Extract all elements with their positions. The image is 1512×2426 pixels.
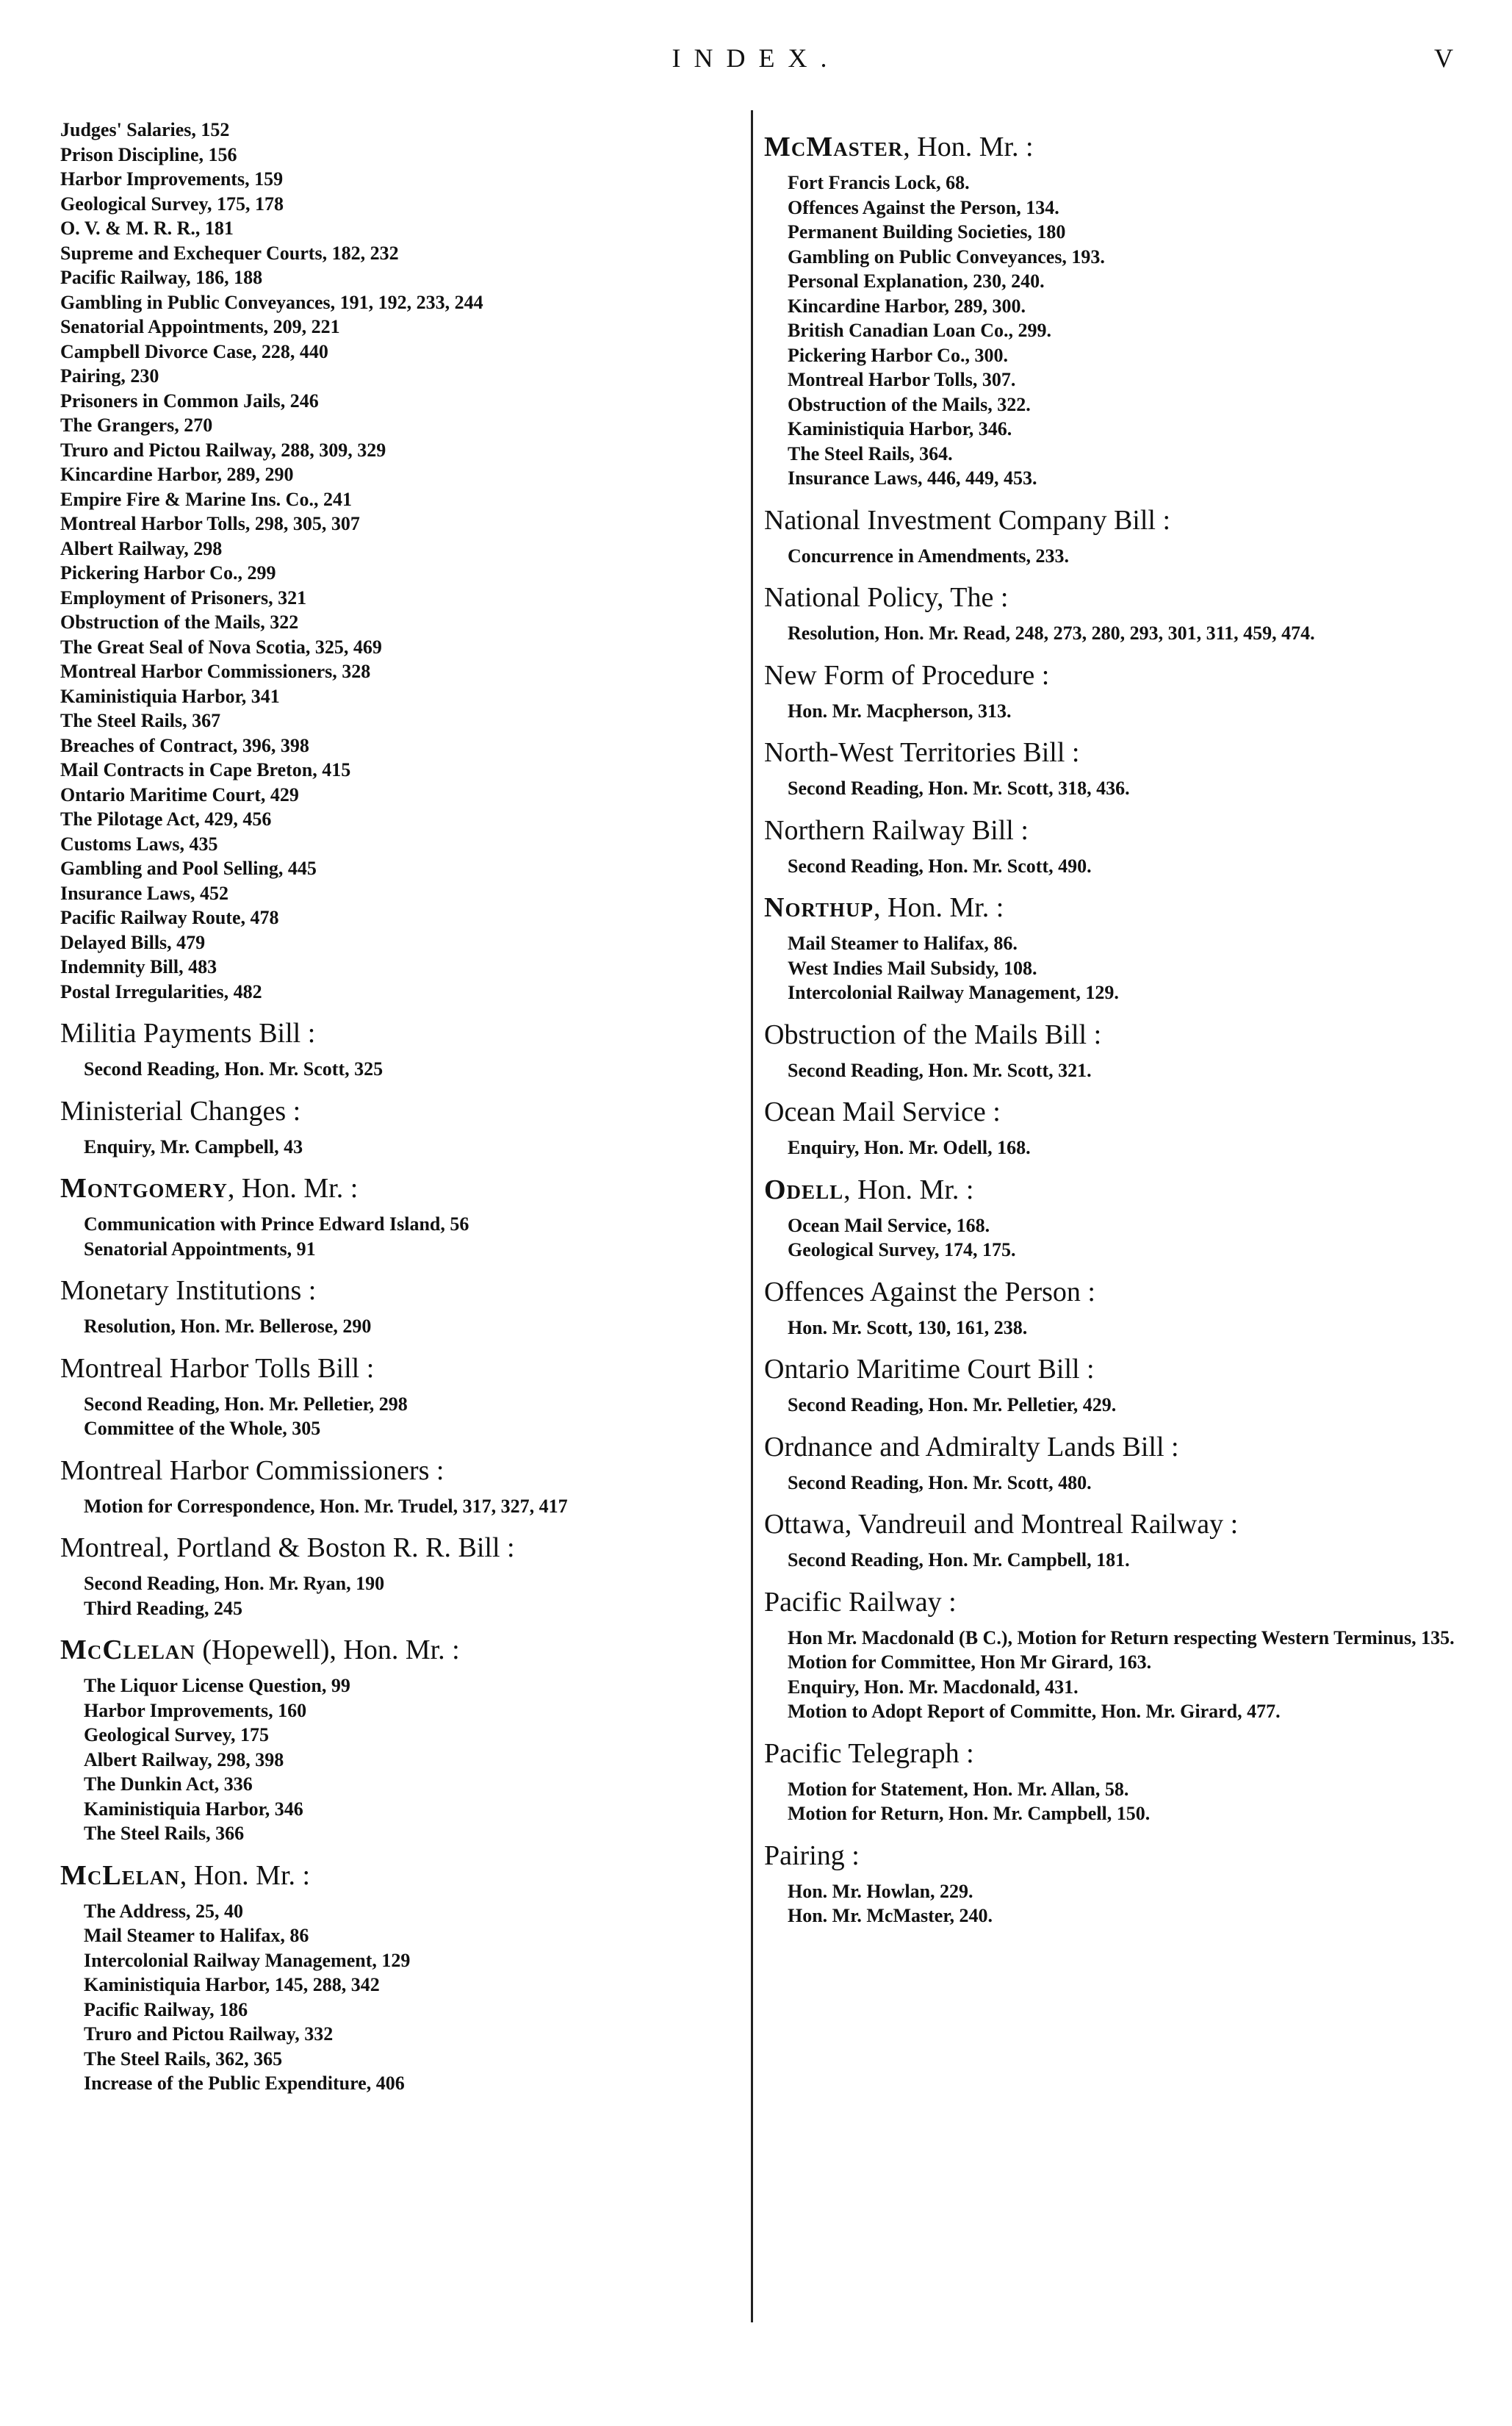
index-section [60, 1169, 736, 1261]
heading-text: (Hopewell), Hon. Mr. : [195, 1634, 460, 1665]
section-heading [60, 1529, 736, 1567]
index-entry: Committee of the Whole, 305 [84, 1418, 321, 1439]
index-entry: British Canadian Loan Co., 299. [788, 320, 1052, 341]
index-entry: Second Reading, Hon. Mr. Scott, 490. [788, 855, 1092, 877]
right-section-list [764, 128, 1469, 1928]
index-entry: Communication with Prince Edward Island, 56 [84, 1213, 469, 1235]
index-entry: Gambling in Public Conveyances, 191, 192, 233, 244 [60, 291, 483, 313]
heading-text: Ministerial Changes : [60, 1095, 301, 1127]
section-heading [764, 1016, 1469, 1054]
section-items [84, 1057, 736, 1082]
section-items [788, 1471, 1469, 1496]
section-items [788, 1879, 1469, 1928]
index-section [764, 501, 1469, 569]
heading-text: North-West Territories Bill : [764, 737, 1080, 768]
index-section [764, 1734, 1469, 1826]
index-entry: Intercolonial Railway Management, 129. [788, 982, 1119, 1003]
heading-text: Montreal, Portland & Boston R. R. Bill : [60, 1532, 515, 1563]
index-entry: Truro and Pictou Railway, 288, 309, 329 [60, 439, 386, 461]
section-heading [764, 1093, 1469, 1131]
index-entry: O. V. & M. R. R., 181 [60, 218, 234, 239]
index-entry: Permanent Building Societies, 180 [788, 221, 1066, 243]
index-entry: Postal Irregularities, 482 [60, 980, 262, 1002]
heading-text: Militia Payments Bill : [60, 1018, 316, 1049]
index-entry: Motion for Committee, Hon Mr Girard, 163. [788, 1651, 1152, 1673]
index-section [60, 1271, 736, 1339]
index-entry: Hon. Mr. Scott, 130, 161, 238. [788, 1316, 1028, 1338]
index-entry: Empire Fire & Marine Ins. Co., 241 [60, 488, 352, 510]
section-items [788, 1316, 1469, 1341]
section-heading [60, 1092, 736, 1130]
section-heading [60, 1014, 736, 1052]
index-entry: Enquiry, Hon. Mr. Odell, 168. [788, 1137, 1031, 1158]
heading-name: Odell [764, 1174, 844, 1205]
index-entry: Geological Survey, 174, 175. [788, 1239, 1016, 1260]
index-entry: Intercolonial Railway Management, 129 [84, 1949, 411, 1971]
section-heading [764, 501, 1469, 539]
section-heading [764, 1428, 1469, 1466]
index-entry: Senatorial Appointments, 91 [84, 1238, 316, 1260]
section-items [788, 854, 1469, 879]
section-heading [764, 811, 1469, 850]
section-heading [764, 1505, 1469, 1543]
heading-text: , Hon. Mr. : [227, 1173, 359, 1204]
heading-name: McClelan [60, 1634, 195, 1665]
index-entry: The Steel Rails, 367 [60, 710, 221, 731]
index-entry: Employment of Prisoners, 321 [60, 586, 307, 609]
heading-text: National Policy, The : [764, 582, 1009, 613]
index-entry: Second Reading, Hon. Mr. Scott, 480. [788, 1471, 1092, 1493]
index-entry: Kaministiquia Harbor, 145, 288, 342 [84, 1974, 380, 1995]
page-number: V [1434, 43, 1453, 73]
index-entry: Breaches of Contract, 396, 398 [60, 734, 309, 756]
heading-name: Montgomery [60, 1173, 228, 1204]
index-section [764, 656, 1469, 724]
section-items [788, 931, 1469, 1005]
heading-text: Northern Railway Bill : [764, 814, 1029, 846]
section-items [788, 171, 1469, 491]
index-entry: Montreal Harbor Commissioners, 328 [60, 661, 371, 682]
index-entry: Mail Contracts in Cape Breton, 415 [60, 759, 351, 780]
left-column [60, 118, 736, 2096]
index-entry: The Steel Rails, 362, 365 [84, 2048, 283, 2070]
section-heading [60, 1451, 736, 1490]
section-heading [60, 1349, 736, 1388]
index-section [60, 1451, 736, 1519]
index-entry: Hon. Mr. Howlan, 229. [788, 1880, 973, 1902]
index-entry: Campbell Divorce Case, 228, 440 [60, 340, 328, 362]
heading-text: Pacific Telegraph : [764, 1737, 974, 1769]
index-entry: Geological Survey, 175 [84, 1724, 270, 1745]
heading-text: , Hon. Mr. : [903, 132, 1034, 162]
section-heading [764, 733, 1469, 772]
section-heading [764, 656, 1469, 695]
heading-text: , Hon. Mr. : [843, 1174, 974, 1205]
section-heading [60, 1271, 736, 1310]
section-items [84, 1392, 736, 1441]
index-entry: Kincardine Harbor, 289, 290 [60, 464, 294, 485]
section-heading [60, 1856, 736, 1895]
section-items [788, 1393, 1469, 1418]
section-heading [764, 1171, 1469, 1209]
section-items [84, 1135, 736, 1160]
index-entry: Hon Mr. Macdonald (B C.), Motion for Return respecting Western Terminus, 135. [788, 1626, 1455, 1648]
heading-text: Montreal Harbor Commissioners : [60, 1454, 444, 1486]
section-items [788, 1135, 1469, 1160]
index-entry: West Indies Mail Subsidy, 108. [788, 957, 1037, 979]
index-entry: Kaministiquia Harbor, 346 [84, 1798, 303, 1820]
left-entry-list [60, 118, 736, 1004]
index-entry: Ontario Maritime Court, 429 [60, 783, 299, 805]
index-section [60, 1014, 736, 1082]
index-entry: Albert Railway, 298 [60, 537, 223, 559]
index-entry: Geological Survey, 175, 178 [60, 193, 284, 215]
index-entry: Hon. Mr. McMaster, 240. [788, 1905, 993, 1926]
index-entry: Kincardine Harbor, 289, 300. [788, 295, 1026, 317]
heading-text: New Form of Procedure : [764, 659, 1050, 691]
index-entry: Prison Discipline, 156 [60, 143, 237, 165]
index-entry: Montreal Harbor Tolls, 307. [788, 369, 1016, 390]
index-entry: Insurance Laws, 446, 449, 453. [788, 467, 1037, 489]
index-entry: Pacific Railway, 186 [84, 1998, 248, 2020]
section-heading [60, 1169, 736, 1207]
column-divider [751, 110, 753, 2322]
index-entry: Kaministiquia Harbor, 341 [60, 685, 280, 707]
index-entry: Kaministiquia Harbor, 346. [788, 418, 1012, 439]
index-entry: Harbor Improvements, 160 [84, 1699, 307, 1721]
index-entry: The Steel Rails, 364. [788, 442, 953, 464]
section-items [84, 1314, 736, 1339]
section-items [84, 1673, 736, 1846]
index-entry: Harbor Improvements, 159 [60, 168, 284, 190]
section-heading [764, 578, 1469, 617]
left-section-list [60, 1014, 736, 2096]
index-entry: Hon. Mr. Macpherson, 313. [788, 700, 1012, 722]
index-section [764, 1093, 1469, 1160]
index-entry: Fort Francis Lock, 68. [788, 172, 970, 193]
index-section [60, 1631, 736, 1846]
index-section [764, 1505, 1469, 1573]
index-entry: Judges' Salaries, 152 [60, 119, 230, 140]
section-items [788, 621, 1469, 646]
index-entry: Second Reading, Hon. Mr. Scott, 321. [788, 1059, 1092, 1081]
heading-text: Pairing : [764, 1840, 860, 1871]
section-items [84, 1899, 736, 2096]
section-items [788, 1548, 1469, 1573]
index-section [60, 1856, 736, 2096]
index-entry: Obstruction of the Mails, 322 [60, 611, 299, 633]
index-entry: Second Reading, Hon. Mr. Scott, 325 [84, 1058, 384, 1080]
section-items [84, 1494, 736, 1519]
index-entry: Ocean Mail Service, 168. [788, 1214, 990, 1236]
heading-name: McLelan [60, 1859, 180, 1891]
index-entry: Motion for Return, Hon. Mr. Campbell, 150. [788, 1803, 1151, 1824]
index-entry: Delayed Bills, 479 [60, 931, 206, 953]
index-section [764, 128, 1469, 491]
index-entry: Pickering Harbor Co., 299 [60, 562, 276, 584]
section-items [788, 1058, 1469, 1083]
page-header [0, 43, 1512, 87]
section-heading [764, 1583, 1469, 1621]
heading-text: Monetary Institutions : [60, 1275, 317, 1306]
heading-text: Obstruction of the Mails Bill : [764, 1019, 1102, 1050]
index-entry: Mail Steamer to Halifax, 86. [788, 933, 1018, 954]
section-heading [764, 1734, 1469, 1773]
index-entry: Pacific Railway, 186, 188 [60, 267, 263, 288]
section-items [788, 776, 1469, 801]
section-items [788, 1777, 1469, 1826]
index-entry: Second Reading, Hon. Mr. Pelletier, 298 [84, 1393, 408, 1415]
index-entry: Offences Against the Person, 134. [788, 196, 1059, 218]
index-entry: The Grangers, 270 [60, 414, 213, 436]
index-entry: Truro and Pictou Railway, 332 [84, 2023, 334, 2045]
index-entry: Motion for Correspondence, Hon. Mr. Trudel, 317, 327, 417 [84, 1495, 568, 1517]
index-entry: Obstruction of the Mails, 322. [788, 393, 1031, 415]
index-entry: Second Reading, Hon. Mr. Pelletier, 429. [788, 1394, 1117, 1415]
heading-text: Offences Against the Person : [764, 1276, 1095, 1307]
index-entry: Pacific Railway Route, 478 [60, 907, 279, 928]
index-section [60, 1349, 736, 1441]
heading-name: Northup [764, 892, 874, 923]
section-items [788, 1213, 1469, 1263]
index-entry: Enquiry, Hon. Mr. Macdonald, 431. [788, 1676, 1079, 1698]
index-entry: Third Reading, 245 [84, 1597, 242, 1619]
index-entry: Increase of the Public Expenditure, 406 [84, 2072, 405, 2094]
section-items [788, 699, 1469, 724]
index-section [764, 811, 1469, 879]
index-section [764, 1428, 1469, 1496]
heading-text: Ottawa, Vandreuil and Montreal Railway : [764, 1509, 1239, 1540]
section-items [84, 1212, 736, 1261]
section-heading [764, 1273, 1469, 1311]
section-items [788, 544, 1469, 569]
index-entry: The Great Seal of Nova Scotia, 325, 469 [60, 636, 382, 658]
index-section [60, 1529, 736, 1621]
index-entry: Albert Railway, 298, 398 [84, 1748, 284, 1770]
index-section [764, 889, 1469, 1005]
index-entry: Supreme and Exchequer Courts, 182, 232 [60, 242, 399, 264]
index-entry: Enquiry, Mr. Campbell, 43 [84, 1135, 303, 1158]
index-entry: Indemnity Bill, 483 [60, 956, 217, 977]
section-items [84, 1571, 736, 1621]
index-entry: The Liquor License Question, 99 [84, 1675, 350, 1696]
index-section [764, 1837, 1469, 1928]
index-entry: The Address, 25, 40 [84, 1900, 243, 1922]
index-entry: Second Reading, Hon. Mr. Campbell, 181. [788, 1549, 1130, 1571]
section-heading [764, 1350, 1469, 1388]
heading-text: National Investment Company Bill : [764, 504, 1171, 536]
heading-text: , Hon. Mr. : [179, 1859, 311, 1891]
heading-text: Montreal Harbor Tolls Bill : [60, 1352, 375, 1384]
index-section [60, 1092, 736, 1160]
heading-text: Ontario Maritime Court Bill : [764, 1354, 1095, 1385]
index-entry: Montreal Harbor Tolls, 298, 305, 307 [60, 513, 360, 534]
heading-text: Ocean Mail Service : [764, 1097, 1001, 1127]
index-entry: Gambling and Pool Selling, 445 [60, 858, 317, 879]
index-entry: Prisoners in Common Jails, 246 [60, 390, 319, 412]
index-entry: Second Reading, Hon. Mr. Ryan, 190 [84, 1573, 385, 1594]
index-entry: Motion for Statement, Hon. Mr. Allan, 58. [788, 1778, 1129, 1800]
heading-text: Pacific Railway : [764, 1586, 957, 1618]
index-entry: Resolution, Hon. Mr. Read, 248, 273, 280, 293, 301, 311, 459, 474. [788, 622, 1315, 644]
index-section [764, 1273, 1469, 1341]
index-section [764, 1583, 1469, 1724]
index-entry: Motion to Adopt Report of Committe, Hon. Mr. Girard, 477. [788, 1701, 1281, 1722]
index-entry: Pairing, 230 [60, 365, 159, 387]
index-entry: The Dunkin Act, 336 [84, 1773, 253, 1795]
heading-text: , Hon. Mr. : [874, 892, 1004, 923]
index-entry: Gambling on Public Conveyances, 193. [788, 245, 1105, 268]
section-heading [764, 889, 1469, 927]
index-section [764, 578, 1469, 646]
index-entry: Senatorial Appointments, 209, 221 [60, 316, 340, 337]
index-section [764, 1171, 1469, 1263]
index-section [764, 1350, 1469, 1418]
index-entry: The Pilotage Act, 429, 456 [60, 808, 272, 830]
section-heading [60, 1631, 736, 1669]
index-section [764, 1016, 1469, 1083]
page-title: INDEX. [672, 43, 840, 73]
index-entry: Mail Steamer to Halifax, 86 [84, 1925, 309, 1946]
index-entry: Personal Explanation, 230, 240. [788, 270, 1045, 292]
index-entry: Customs Laws, 435 [60, 833, 218, 855]
index-entry: Second Reading, Hon. Mr. Scott, 318, 436. [788, 778, 1130, 799]
index-entry: Insurance Laws, 452 [60, 882, 228, 904]
section-heading [764, 1837, 1469, 1875]
section-items [788, 1626, 1469, 1724]
section-heading [764, 128, 1469, 166]
index-entry: The Steel Rails, 366 [84, 1823, 245, 1844]
index-section [764, 733, 1469, 801]
heading-name: McMaster [764, 132, 904, 162]
right-column [764, 118, 1469, 1928]
index-entry: Resolution, Hon. Mr. Bellerose, 290 [84, 1316, 372, 1337]
heading-text: Ordnance and Admiralty Lands Bill : [764, 1431, 1179, 1463]
index-entry: Pickering Harbor Co., 300. [788, 344, 1008, 366]
index-entry: Concurrence in Amendments, 233. [788, 545, 1070, 567]
